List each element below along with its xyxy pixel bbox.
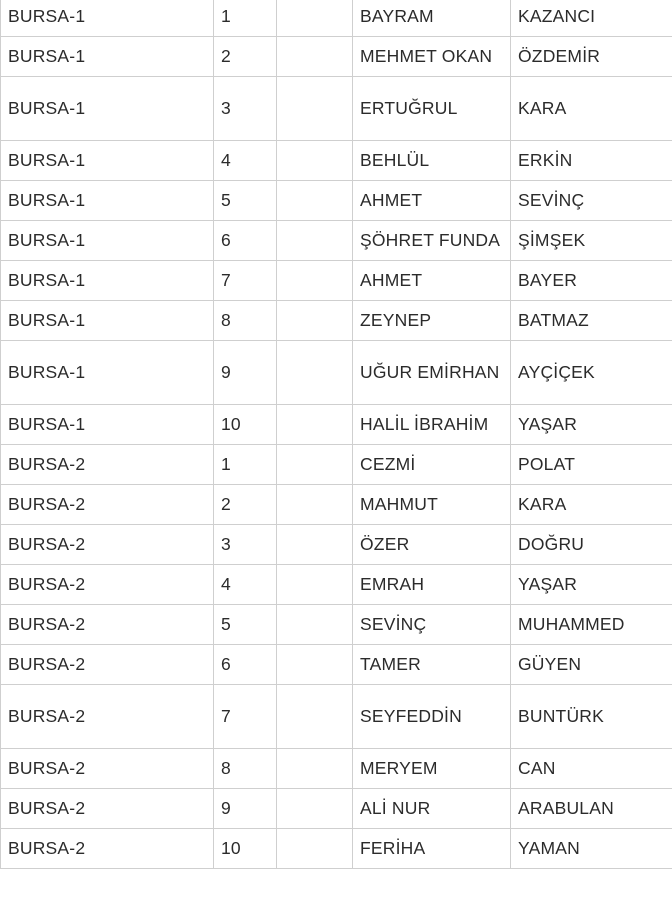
table-row xyxy=(1,301,672,341)
last-name-cell: ERKİN xyxy=(511,141,672,181)
last-name-cell: BATMAZ xyxy=(511,301,672,341)
last-name-cell: AYÇİÇEK xyxy=(511,341,672,405)
district-cell: BURSA-1 xyxy=(1,341,214,405)
last-name-cell: CAN xyxy=(511,749,672,789)
district-cell: BURSA-2 xyxy=(1,605,214,645)
rank-number-cell: 10 xyxy=(214,829,277,869)
rank-number-cell: 2 xyxy=(214,37,277,77)
first-name-cell: UĞUR EMİRHAN xyxy=(353,341,511,405)
district-cell: BURSA-1 xyxy=(1,405,214,445)
first-name-cell: EMRAH xyxy=(353,565,511,605)
last-name-cell: BAYER xyxy=(511,261,672,301)
first-name-cell: MEHMET OKAN xyxy=(353,37,511,77)
first-name-cell: AHMET xyxy=(353,261,511,301)
table-row xyxy=(1,829,672,869)
district-cell: BURSA-1 xyxy=(1,77,214,141)
empty-cell xyxy=(277,749,353,789)
rank-number-cell: 9 xyxy=(214,341,277,405)
table-row xyxy=(1,789,672,829)
rank-number-cell: 4 xyxy=(214,565,277,605)
first-name-cell: TAMER xyxy=(353,645,511,685)
district-cell: BURSA-1 xyxy=(1,181,214,221)
table-row xyxy=(1,37,672,77)
district-cell: BURSA-2 xyxy=(1,565,214,605)
last-name-cell: YAŞAR xyxy=(511,405,672,445)
last-name-cell: ARABULAN xyxy=(511,789,672,829)
district-cell: BURSA-2 xyxy=(1,485,214,525)
district-cell: BURSA-1 xyxy=(1,301,214,341)
district-cell: BURSA-2 xyxy=(1,789,214,829)
first-name-cell: ŞÖHRET FUNDA xyxy=(353,221,511,261)
rank-number-cell: 5 xyxy=(214,181,277,221)
first-name-cell: ERTUĞRUL xyxy=(353,77,511,141)
first-name-cell: ZEYNEP xyxy=(353,301,511,341)
table-row xyxy=(1,645,672,685)
candidate-table-body xyxy=(1,0,672,869)
rank-number-cell: 1 xyxy=(214,445,277,485)
first-name-cell: AHMET xyxy=(353,181,511,221)
empty-cell xyxy=(277,141,353,181)
district-cell: BURSA-1 xyxy=(1,37,214,77)
empty-cell xyxy=(277,405,353,445)
last-name-cell: YAŞAR xyxy=(511,565,672,605)
rank-number-cell: 8 xyxy=(214,301,277,341)
last-name-cell: KARA xyxy=(511,77,672,141)
rank-number-cell: 2 xyxy=(214,485,277,525)
first-name-cell: SEYFEDDİN xyxy=(353,685,511,749)
empty-cell xyxy=(277,605,353,645)
rank-number-cell: 3 xyxy=(214,525,277,565)
district-cell: BURSA-1 xyxy=(1,261,214,301)
first-name-cell: MERYEM xyxy=(353,749,511,789)
table-row xyxy=(1,77,672,141)
empty-cell xyxy=(277,685,353,749)
first-name-cell: ÖZER xyxy=(353,525,511,565)
table-row xyxy=(1,749,672,789)
last-name-cell: KARA xyxy=(511,485,672,525)
rank-number-cell: 8 xyxy=(214,749,277,789)
first-name-cell: SEVİNÇ xyxy=(353,605,511,645)
rank-number-cell: 7 xyxy=(214,261,277,301)
table-row xyxy=(1,525,672,565)
table-row xyxy=(1,181,672,221)
last-name-cell: YAMAN xyxy=(511,829,672,869)
table-row xyxy=(1,0,672,37)
last-name-cell: POLAT xyxy=(511,445,672,485)
first-name-cell: MAHMUT xyxy=(353,485,511,525)
empty-cell xyxy=(277,645,353,685)
table-row xyxy=(1,341,672,405)
empty-cell xyxy=(277,0,353,37)
rank-number-cell: 4 xyxy=(214,141,277,181)
first-name-cell: BAYRAM xyxy=(353,0,511,37)
last-name-cell: DOĞRU xyxy=(511,525,672,565)
district-cell: BURSA-2 xyxy=(1,829,214,869)
table-row xyxy=(1,685,672,749)
district-cell: BURSA-1 xyxy=(1,221,214,261)
district-cell: BURSA-2 xyxy=(1,645,214,685)
empty-cell xyxy=(277,445,353,485)
table-row xyxy=(1,261,672,301)
empty-cell xyxy=(277,181,353,221)
rank-number-cell: 1 xyxy=(214,0,277,37)
table-row xyxy=(1,605,672,645)
district-cell: BURSA-1 xyxy=(1,141,214,181)
empty-cell xyxy=(277,829,353,869)
district-cell: BURSA-1 xyxy=(1,0,214,37)
empty-cell xyxy=(277,525,353,565)
empty-cell xyxy=(277,77,353,141)
rank-number-cell: 5 xyxy=(214,605,277,645)
table-row xyxy=(1,485,672,525)
first-name-cell: BEHLÜL xyxy=(353,141,511,181)
first-name-cell: ALİ NUR xyxy=(353,789,511,829)
last-name-cell: ŞİMŞEK xyxy=(511,221,672,261)
last-name-cell: ÖZDEMİR xyxy=(511,37,672,77)
rank-number-cell: 6 xyxy=(214,221,277,261)
empty-cell xyxy=(277,341,353,405)
table-row xyxy=(1,565,672,605)
first-name-cell: HALİL İBRAHİM xyxy=(353,405,511,445)
district-cell: BURSA-2 xyxy=(1,445,214,485)
district-cell: BURSA-2 xyxy=(1,685,214,749)
empty-cell xyxy=(277,789,353,829)
table-row xyxy=(1,405,672,445)
first-name-cell: CEZMİ xyxy=(353,445,511,485)
rank-number-cell: 10 xyxy=(214,405,277,445)
last-name-cell: GÜYEN xyxy=(511,645,672,685)
rank-number-cell: 9 xyxy=(214,789,277,829)
table-row xyxy=(1,141,672,181)
first-name-cell: FERİHA xyxy=(353,829,511,869)
district-cell: BURSA-2 xyxy=(1,749,214,789)
district-cell: BURSA-2 xyxy=(1,525,214,565)
last-name-cell: SEVİNÇ xyxy=(511,181,672,221)
table-row xyxy=(1,445,672,485)
rank-number-cell: 3 xyxy=(214,77,277,141)
last-name-cell: BUNTÜRK xyxy=(511,685,672,749)
rank-number-cell: 7 xyxy=(214,685,277,749)
empty-cell xyxy=(277,221,353,261)
rank-number-cell: 6 xyxy=(214,645,277,685)
last-name-cell: KAZANCI xyxy=(511,0,672,37)
empty-cell xyxy=(277,485,353,525)
last-name-cell: MUHAMMED xyxy=(511,605,672,645)
empty-cell xyxy=(277,261,353,301)
empty-cell xyxy=(277,301,353,341)
table-row xyxy=(1,221,672,261)
empty-cell xyxy=(277,565,353,605)
empty-cell xyxy=(277,37,353,77)
